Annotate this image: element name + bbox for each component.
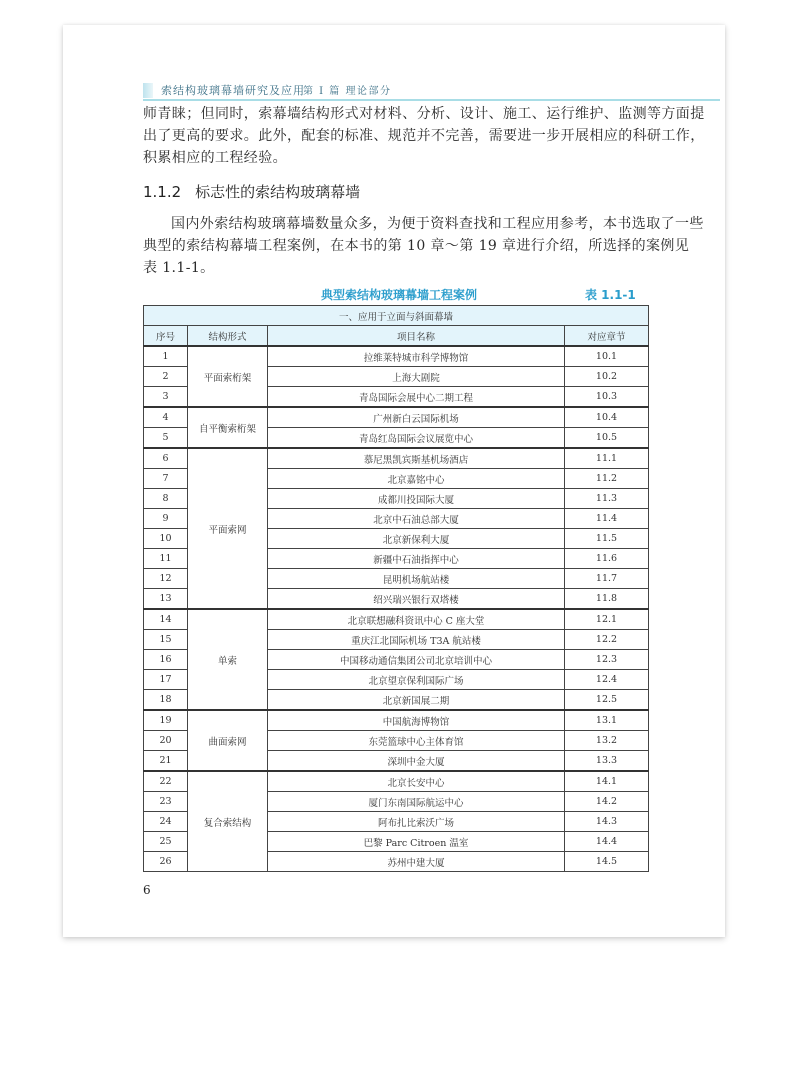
cell-chapter: 13.1 — [565, 710, 649, 731]
cell-chapter: 10.1 — [565, 346, 649, 367]
cell-name: 苏州中建大厦 — [268, 852, 565, 872]
table-section-title: 一、应用于立面与斜面幕墙 — [144, 306, 649, 326]
cell-name: 中国航海博物馆 — [268, 710, 565, 731]
page-number: 6 — [143, 883, 151, 897]
cell-chapter: 12.5 — [565, 690, 649, 711]
cell-form: 复合索结构 — [188, 771, 268, 872]
text-line: 国内外索结构玻璃幕墙数量众多，为便于资料查找和工程应用参考，本书选取了一些 — [171, 216, 704, 232]
header-name: 项目名称 — [268, 326, 565, 347]
cell-chapter: 14.1 — [565, 771, 649, 792]
cell-name: 昆明机场航站楼 — [268, 569, 565, 589]
cell-chapter: 11.5 — [565, 529, 649, 549]
header-chapter: 对应章节 — [565, 326, 649, 347]
cell-no: 17 — [144, 670, 188, 690]
cell-chapter: 11.1 — [565, 448, 649, 469]
section-title: 标志性的索结构玻璃幕墙 — [195, 183, 361, 201]
cases-table — [143, 305, 649, 872]
table-section-row — [144, 306, 649, 326]
text-line: 出了更高的要求。此外，配套的标准、规范并不完善，需要进一步开展相应的科研工作， — [143, 128, 705, 144]
cell-form: 平面索网 — [188, 448, 268, 609]
cell-no: 9 — [144, 509, 188, 529]
cell-no: 26 — [144, 852, 188, 872]
cell-chapter: 11.4 — [565, 509, 649, 529]
cell-chapter: 13.2 — [565, 731, 649, 751]
part-label: 第 I 篇 理论部分 — [303, 86, 392, 97]
cell-no: 13 — [144, 589, 188, 610]
cell-chapter: 14.4 — [565, 832, 649, 852]
cell-no: 5 — [144, 428, 188, 449]
table-row — [144, 407, 649, 428]
running-head — [143, 82, 720, 101]
cell-chapter: 12.3 — [565, 650, 649, 670]
cell-chapter: 11.6 — [565, 549, 649, 569]
cell-no: 20 — [144, 731, 188, 751]
cell-name: 广州新白云国际机场 — [268, 407, 565, 428]
cell-no: 7 — [144, 469, 188, 489]
table-row — [144, 771, 649, 792]
cell-chapter: 11.3 — [565, 489, 649, 509]
section-heading — [143, 181, 360, 202]
cell-no: 4 — [144, 407, 188, 428]
cell-no: 18 — [144, 690, 188, 711]
cell-no: 6 — [144, 448, 188, 469]
text-line: 表 1.1-1。 — [143, 260, 215, 276]
cell-chapter: 10.3 — [565, 387, 649, 408]
cell-no: 19 — [144, 710, 188, 731]
book-page — [63, 25, 725, 937]
cell-name: 慕尼黑凯宾斯基机场酒店 — [268, 448, 565, 469]
cell-chapter: 12.2 — [565, 630, 649, 650]
cell-chapter: 10.5 — [565, 428, 649, 449]
cell-name: 拉维莱特城市科学博物馆 — [268, 346, 565, 367]
cell-no: 22 — [144, 771, 188, 792]
cell-name: 中国移动通信集团公司北京培训中心 — [268, 650, 565, 670]
cell-form: 曲面索网 — [188, 710, 268, 771]
text-line: 积累相应的工程经验。 — [143, 150, 287, 166]
cell-name: 成都川投国际大厦 — [268, 489, 565, 509]
text-line: 师青睐；但同时，索幕墙结构形式对材料、分析、设计、施工、运行维护、监测等方面提 — [143, 106, 705, 122]
table-row — [144, 448, 649, 469]
cell-no: 10 — [144, 529, 188, 549]
cell-name: 北京中石油总部大厦 — [268, 509, 565, 529]
cell-chapter: 14.2 — [565, 792, 649, 812]
cell-name: 绍兴瑞兴银行双塔楼 — [268, 589, 565, 610]
cell-chapter: 13.3 — [565, 751, 649, 772]
cell-no: 1 — [144, 346, 188, 367]
table-row — [144, 346, 649, 367]
table-row — [144, 710, 649, 731]
cell-name: 东莞篮球中心主体育馆 — [268, 731, 565, 751]
cell-name: 北京长安中心 — [268, 771, 565, 792]
cell-no: 12 — [144, 569, 188, 589]
cell-name: 青岛国际会展中心二期工程 — [268, 387, 565, 408]
book-title: 索结构玻璃幕墙研究及应用 — [161, 84, 305, 97]
cell-name: 深圳中金大厦 — [268, 751, 565, 772]
paragraph-intro — [143, 213, 704, 279]
cell-form: 自平衡索桁架 — [188, 407, 268, 448]
cell-name: 北京新保利大厦 — [268, 529, 565, 549]
cell-name: 厦门东南国际航运中心 — [268, 792, 565, 812]
cell-no: 21 — [144, 751, 188, 772]
cell-chapter: 12.1 — [565, 609, 649, 630]
table-header-row — [144, 326, 649, 347]
cell-name: 阿布扎比索沃广场 — [268, 812, 565, 832]
cell-name: 北京嘉铭中心 — [268, 469, 565, 489]
cell-name: 北京联想融科资讯中心 C 座大堂 — [268, 609, 565, 630]
cell-chapter: 11.2 — [565, 469, 649, 489]
cell-no: 25 — [144, 832, 188, 852]
header-form: 结构形式 — [188, 326, 268, 347]
cell-name: 青岛红岛国际会议展览中心 — [268, 428, 565, 449]
cell-name: 新疆中石油指挥中心 — [268, 549, 565, 569]
cell-form: 单索 — [188, 609, 268, 710]
cell-no: 24 — [144, 812, 188, 832]
cell-no: 11 — [144, 549, 188, 569]
cell-form: 平面索桁架 — [188, 346, 268, 407]
cell-chapter: 14.5 — [565, 852, 649, 872]
header-no: 序号 — [144, 326, 188, 347]
section-number: 1.1.2 — [143, 183, 182, 201]
cell-chapter: 11.8 — [565, 589, 649, 610]
cell-name: 巴黎 Parc Citroen 温室 — [268, 832, 565, 852]
text-line: 典型的索结构幕墙工程案例，在本书的第 10 章～第 19 章进行介绍，所选择的案例见 — [143, 238, 690, 254]
cell-name: 北京新国展二期 — [268, 690, 565, 711]
cell-name: 上海大剧院 — [268, 367, 565, 387]
cell-no: 16 — [144, 650, 188, 670]
cell-no: 14 — [144, 609, 188, 630]
table-label: 表 1.1-1 — [585, 288, 636, 302]
table-row — [144, 609, 649, 630]
cell-no: 3 — [144, 387, 188, 408]
table-caption: 典型索结构玻璃幕墙工程案例 — [321, 288, 478, 302]
running-head-bar — [143, 83, 153, 98]
cell-chapter: 10.2 — [565, 367, 649, 387]
cell-chapter: 14.3 — [565, 812, 649, 832]
cell-chapter: 10.4 — [565, 407, 649, 428]
cell-no: 15 — [144, 630, 188, 650]
cell-name: 北京望京保利国际广场 — [268, 670, 565, 690]
cell-chapter: 11.7 — [565, 569, 649, 589]
cell-no: 23 — [144, 792, 188, 812]
cell-name: 重庆江北国际机场 T3A 航站楼 — [268, 630, 565, 650]
cell-no: 8 — [144, 489, 188, 509]
cell-no: 2 — [144, 367, 188, 387]
paragraph-continuation — [143, 103, 705, 169]
cell-chapter: 12.4 — [565, 670, 649, 690]
